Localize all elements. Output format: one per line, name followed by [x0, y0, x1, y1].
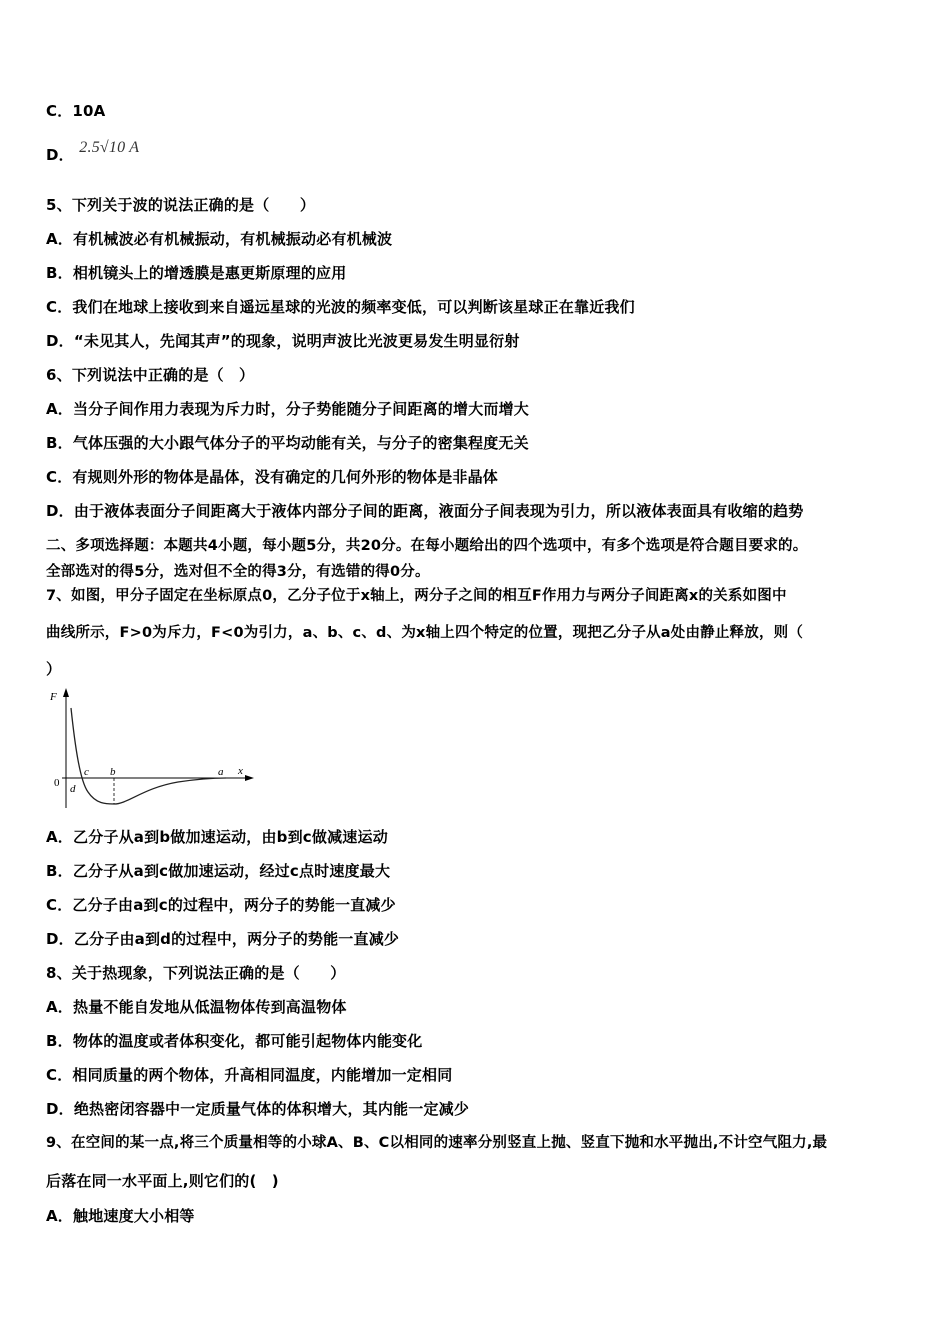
point-a-label: a: [218, 766, 224, 778]
q7-stem-line2: 曲线所示，F>0为斥力，F<0为引力，a、b、c、d、为x轴上四个特定的位置，现把乙分子从a处由静止释放，则（: [46, 625, 804, 641]
q7-option-c: C．乙分子由a到c的过程中，两分子的势能一直减少: [46, 896, 396, 914]
q8-option-b: B．物体的温度或者体积变化，都可能引起物体内能变化: [46, 1032, 423, 1050]
x-axis-label: x: [238, 765, 243, 777]
point-c-label: c: [84, 766, 89, 778]
q5-stem: 5、下列关于波的说法正确的是（ ）: [46, 196, 316, 214]
q5-option-d: D．“未见其人，先闻其声”的现象，说明声波比光波更易发生明显衍射: [46, 332, 520, 350]
q8-option-a: A．热量不能自发地从低温物体传到高温物体: [46, 998, 347, 1016]
q6-option-d: D．由于液体表面分子间距离大于液体内部分子间的距离，液面分子间表现为引力，所以液体表面具有收缩的趋势: [46, 502, 804, 520]
q6-option-c: C．有规则外形的物体是晶体，没有确定的几何外形的物体是非晶体: [46, 468, 499, 486]
q9-stem-line2: 后落在同一水平面上,则它们的( ): [46, 1172, 279, 1190]
q5-option-b: B．相机镜头上的增透膜是惠更斯原理的应用: [46, 264, 347, 282]
force-curve: [71, 708, 226, 804]
point-b-label: b: [110, 766, 116, 778]
q9-option-a: A．触地速度大小相等: [46, 1207, 195, 1225]
q4-option-d: [46, 139, 140, 165]
q7-option-d: D．乙分子由a到d的过程中，两分子的势能一直减少: [46, 930, 400, 948]
q7-option-b: B．乙分子从a到c做加速运动，经过c点时速度最大: [46, 862, 391, 880]
point-d-label: d: [70, 783, 76, 795]
q7-option-a: A．乙分子从a到b做加速运动，由b到c做减速运动: [46, 828, 388, 846]
q7-stem-line3: ）: [46, 660, 62, 678]
q8-option-c: C．相同质量的两个物体，升高相同温度，内能增加一定相同: [46, 1066, 453, 1084]
q6-stem: 6、下列说法中正确的是（ ）: [46, 366, 255, 384]
q4-option-c: C．10A: [46, 102, 106, 120]
q5-option-a: A．有机械波必有机械振动，有机械振动必有机械波: [46, 230, 393, 248]
q6-option-a: A．当分子间作用力表现为斥力时，分子势能随分子间距离的增大而增大: [46, 400, 530, 418]
origin-label: 0: [54, 777, 60, 789]
q7-stem-line1: 7、如图，甲分子固定在坐标原点0，乙分子位于x轴上，两分子之间的相互F作用力与两分子间距离x的关系如图中: [46, 588, 787, 604]
q8-stem: 8、关于热现象，下列说法正确的是（ ）: [46, 964, 346, 982]
q8-option-d: D．绝热密闭容器中一定质量气体的体积增大，其内能一定减少: [46, 1100, 470, 1118]
formula: 2.5√10 A: [79, 139, 140, 156]
x-axis-arrow-icon: [245, 775, 254, 781]
section2-note: 全部选对的得5分，选对但不全的得3分，有选错的得0分。: [46, 564, 430, 580]
force-distance-graph: [48, 686, 258, 814]
q6-option-b: B．气体压强的大小跟气体分子的平均动能有关，与分子的密集程度无关: [46, 434, 529, 452]
y-axis-arrow-icon: [63, 688, 69, 697]
q5-option-c: C．我们在地球上接收到来自遥远星球的光波的频率变低，可以判断该星球正在靠近我们: [46, 298, 635, 316]
option-label: D．: [46, 146, 74, 164]
y-axis-label: F: [50, 691, 57, 703]
q9-stem-line1: 9、在空间的某一点,将三个质量相等的小球A、B、C以相同的速率分别竖直上抛、竖直下抛和水平抛出,不计空气阻力,最: [46, 1135, 828, 1151]
section2-header: 二、多项选择题：本题共4小题，每小题5分，共20分。在每小题给出的四个选项中，有多个选项是符合题目要求的。: [46, 538, 808, 554]
